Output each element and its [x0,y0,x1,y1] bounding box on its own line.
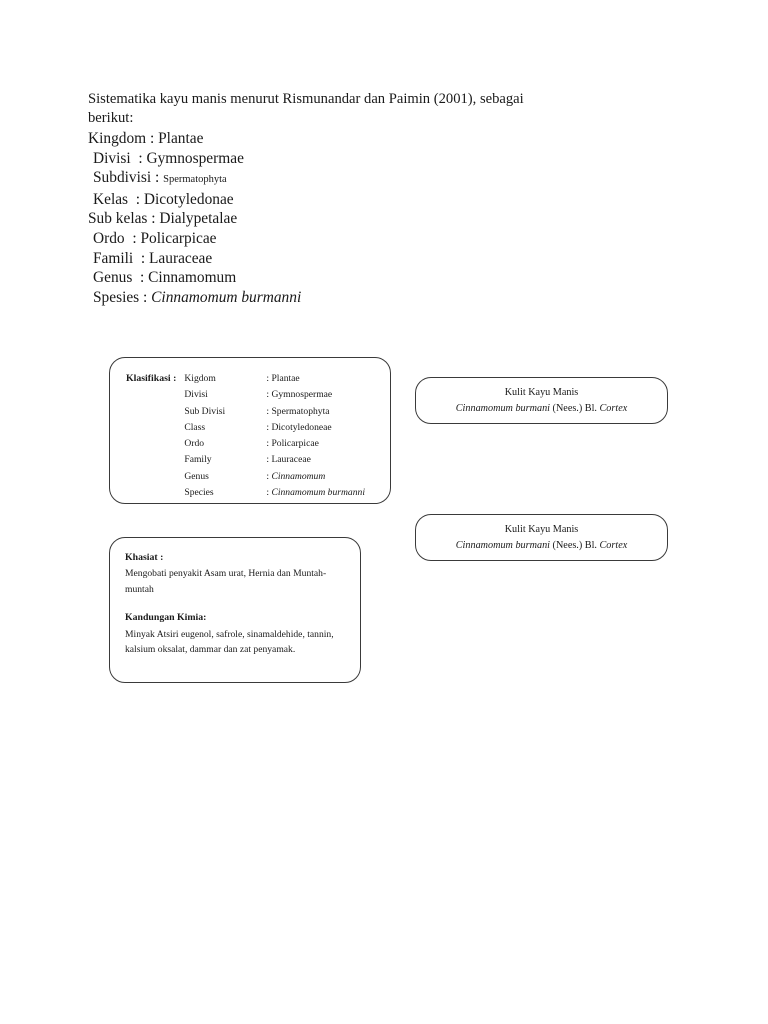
klasifikasi-value-cell [266,452,365,468]
klasifikasi-row [126,371,365,387]
taxonomy-rank: Subdivisi [93,169,156,187]
klasifikasi-value-cell [266,387,365,403]
klasifikasi-rank: Kigdom [184,373,216,384]
taxonomy-value: Lauraceae [149,249,213,267]
klasifikasi-heading-spacer [126,485,184,501]
klasifikasi-value: Spermatophyta [271,405,330,417]
taxonomy-separator: : [150,130,159,147]
taxonomy-value: Policarpicae [140,229,217,247]
taxonomy-rank: Divisi [93,149,139,167]
product-box-1-authority: (Nees.) Bl. [550,402,600,414]
klasifikasi-separator: : [266,454,272,466]
klasifikasi-row [126,387,365,403]
klasifikasi-heading-spacer [126,436,184,452]
klasifikasi-heading-spacer [126,452,184,468]
product-box-2-content [416,515,667,560]
klasifikasi-heading-spacer [126,469,184,485]
taxonomy-value: Dialypetalae [159,210,238,228]
taxonomy-rank: Spesies [93,288,144,306]
taxonomy-value: Spermatophyta [163,174,227,186]
klasifikasi-value: Cinnamomum burmanni [271,487,365,499]
taxonomy-line [88,229,648,249]
klasifikasi-value-cell [266,420,365,436]
klasifikasi-separator: : [266,373,272,384]
taxonomy-separator: : [143,288,152,306]
taxonomy-list [88,129,648,307]
product-box-2-authority: (Nees.) Bl. [550,539,600,551]
klasifikasi-value: Cinnamomum [271,470,326,482]
product-box-2-species: Cinnamomum burmani [455,539,550,551]
taxonomy-line [88,288,648,308]
klasifikasi-value-cell [266,469,365,485]
taxonomy-line [88,209,648,229]
kandungan-kimia-title: Kandungan Kimia: [125,612,207,624]
product-box-2-title: Kulit Kayu Manis [504,523,579,535]
taxonomy-separator: : [155,169,164,187]
klasifikasi-separator: : [266,389,272,401]
product-box-1 [415,377,668,424]
klasifikasi-heading-spacer [126,420,184,436]
product-box-1-part: Cortex [599,402,628,414]
klasifikasi-heading-spacer [126,387,184,403]
taxonomy-rank: Kingdom [88,130,150,147]
klasifikasi-separator: : [266,421,272,433]
taxonomy-separator: : [138,149,147,167]
taxonomy-separator: : [151,210,160,228]
systematics-intro: Sistematika kayu manis menurut Rismunandar dan Paimin (2001), sebagai berikut: [88,91,524,126]
klasifikasi-rank: Sub Divisi [184,405,226,417]
klasifikasi-rank: Divisi [184,389,208,401]
klasifikasi-value: Lauraceae [271,454,311,466]
khasiat-title: Khasiat : [125,552,164,563]
klasifikasi-separator: : [266,470,272,482]
product-box-2-binomial [456,538,628,554]
klasifikasi-row [126,485,365,501]
taxonomy-line [88,168,648,190]
klasifikasi-value-cell [266,485,365,501]
klasifikasi-separator: : [266,487,272,499]
taxonomy-line [88,268,648,288]
klasifikasi-row [126,420,365,436]
taxonomy-rank: Genus [93,269,141,287]
taxonomy-line [88,149,648,169]
taxonomy-value: Gymnospermae [146,149,244,167]
klasifikasi-rank: Genus [184,470,209,482]
klasifikasi-rank: Family [184,454,212,466]
klasifikasi-row [126,436,365,452]
kandungan-kimia-text: Minyak Atsiri eugenol, safrole, sinamaldehide, tannin, kalsium oksalat, dammar dan zat penyamak. [125,628,334,656]
klasifikasi-value: Gymnospermae [271,389,333,401]
klasifikasi-value: Dicotyledoneae [271,421,332,433]
taxonomy-separator: : [132,229,141,247]
klasifikasi-value-cell [266,436,365,452]
khasiat-content [125,550,350,657]
product-box-1-species: Cinnamomum burmani [455,402,550,414]
klasifikasi-row [126,469,365,485]
taxonomy-rank: Famili [93,249,141,267]
klasifikasi-table [126,371,365,501]
klasifikasi-rank: Class [184,421,206,433]
klasifikasi-row [126,404,365,420]
klasifikasi-separator: : [266,405,272,417]
khasiat-text: Mengobati penyakit Asam urat, Hernia dan Muntah-muntah [125,568,327,595]
taxonomy-line [88,190,648,210]
klasifikasi-row [126,452,365,468]
taxonomy-value: Dicotyledonae [143,190,234,208]
klasifikasi-box [109,357,391,504]
product-box-1-content [416,378,667,423]
taxonomy-value: Cinnamomum burmanni [151,288,302,306]
taxonomy-separator: : [135,190,144,208]
product-box-2-part: Cortex [599,539,628,551]
klasifikasi-rank: Species [184,487,214,499]
taxonomy-value: Cinnamomum [148,269,237,287]
product-box-2 [415,514,668,561]
systematics-text-block [88,90,648,307]
taxonomy-line [88,129,648,149]
klasifikasi-value-cell [266,404,365,420]
taxonomy-value: Plantae [158,130,204,147]
klasifikasi-rank: Ordo [184,438,205,450]
taxonomy-line [88,249,648,269]
klasifikasi-value-cell [266,371,365,387]
klasifikasi-heading-spacer [126,404,184,420]
klasifikasi-content [126,371,382,501]
khasiat-box [109,537,361,683]
klasifikasi-separator: : [266,438,272,450]
taxonomy-separator: : [140,249,150,267]
taxonomy-rank: Sub kelas [88,210,152,228]
taxonomy-rank: Kelas [93,190,136,208]
klasifikasi-value: Policarpicae [271,438,319,450]
section-spacer [125,597,350,610]
klasifikasi-heading: Klasifikasi : [126,373,177,384]
product-box-1-title: Kulit Kayu Manis [504,386,579,398]
taxonomy-separator: : [140,269,149,287]
taxonomy-rank: Ordo [93,229,133,247]
klasifikasi-value: Plantae [271,373,300,384]
product-box-1-binomial [456,401,628,417]
